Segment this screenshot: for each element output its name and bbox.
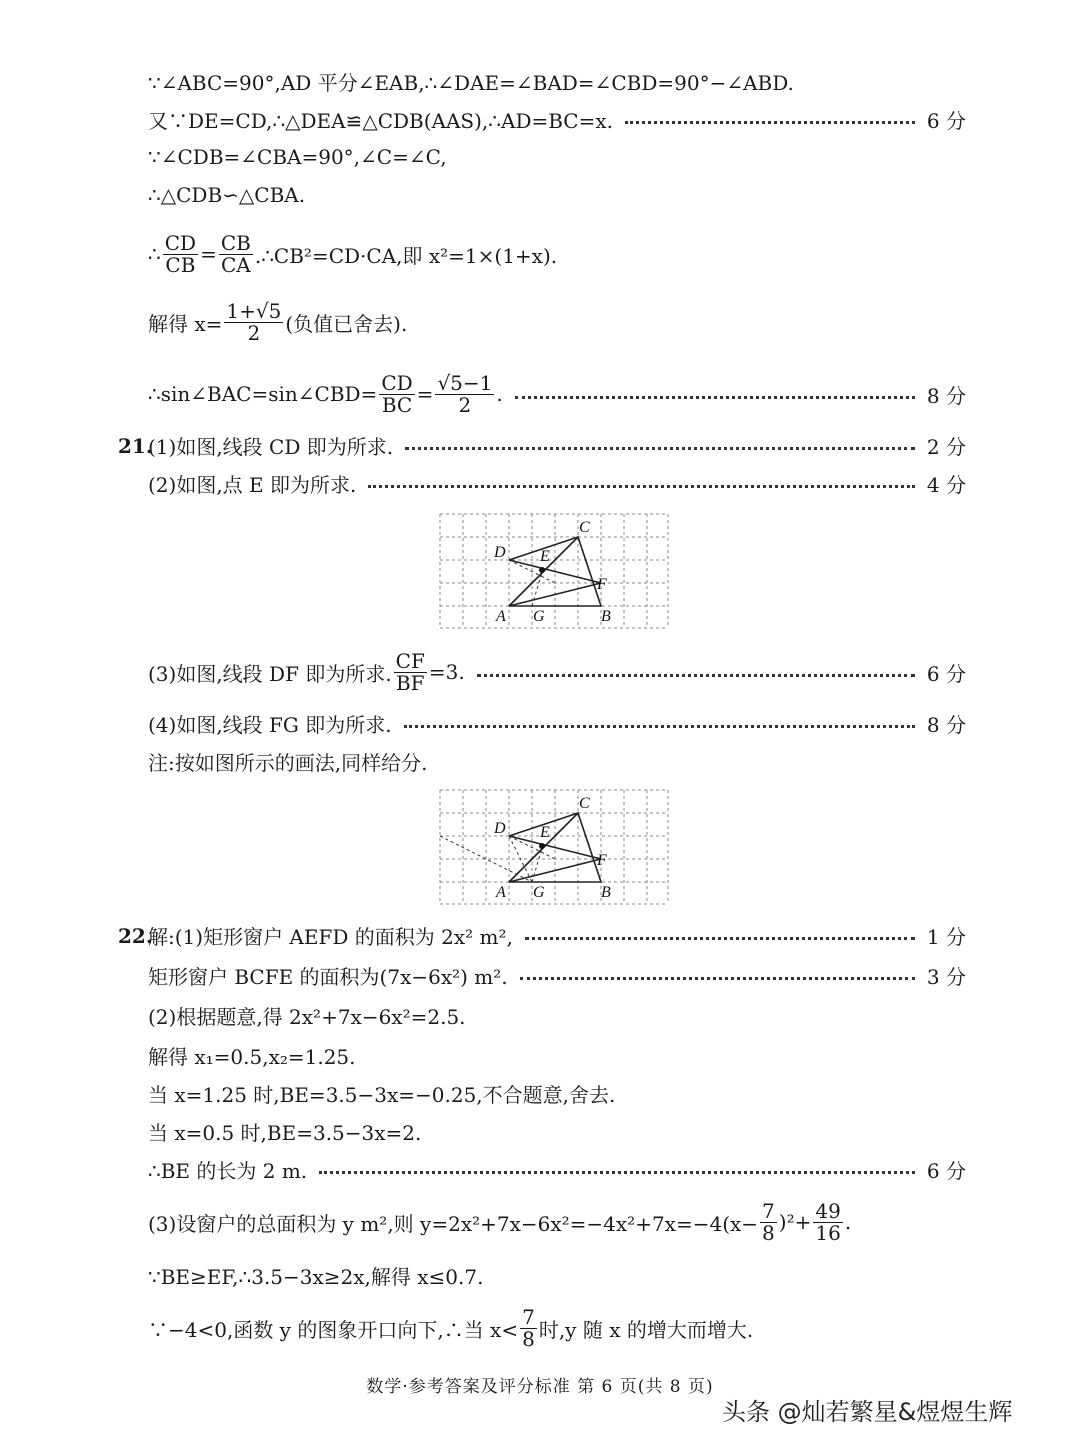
score: 6 分 (926, 108, 966, 133)
fraction: $\frac{CF}{BF}$ (395, 648, 425, 695)
label-e: E (540, 824, 550, 841)
q22-line-4: 解得 x₁=0.5,x₂=1.25. (148, 1044, 356, 1069)
line-7: ∴sin∠BAC=sin∠CBD= $\frac{CD}{BC}$ = $\frac{√5-1}{2}$ . 8 分 (148, 370, 966, 417)
score: 6 分 (926, 661, 966, 686)
fraction: $\frac{1+√5}{2}$ (226, 298, 282, 345)
q21-part-3: (3)如图,线段 DF 即为所求. $\frac{CF}{BF}$ =3. 6 分 (148, 648, 966, 695)
q22-line-1: 解:(1)矩形窗户 AEFD 的面积为 2x² m², 1 分 (148, 920, 966, 950)
fraction: $\frac{CB}{CA}$ (220, 230, 251, 277)
q21-part-1: (1)如图,线段 CD 即为所求. 2 分 (148, 430, 966, 460)
line-5: ∴ $\frac{CD}{CB}$ = $\frac{CB}{CA}$ .∴CB²=CD·CA,即 x²=1×(1+x). (148, 230, 558, 277)
fraction: $\frac{49}{16}$ (815, 1198, 841, 1245)
score: 8 分 (926, 712, 966, 737)
label-e: E (540, 548, 550, 565)
dot-leader (625, 121, 915, 124)
dot-leader (520, 977, 915, 980)
score: 2 分 (926, 434, 966, 459)
q22-line-5: 当 x=1.25 时,BE=3.5−3x=−0.25,不合题意,舍去. (148, 1082, 616, 1107)
dot-leader (477, 674, 915, 677)
grid-figure-1 (438, 512, 670, 630)
dot-leader (405, 447, 915, 450)
dot-leader (525, 937, 915, 940)
label-g: G (533, 884, 545, 901)
grid-figure-2 (438, 788, 670, 906)
label-f: F (597, 852, 607, 869)
label-b: B (601, 608, 611, 625)
label-b: B (601, 884, 611, 901)
fraction: $\frac{7}{8}$ (522, 1304, 535, 1351)
label-d: D (494, 544, 506, 561)
dot-leader (515, 396, 915, 399)
label-d: D (494, 820, 506, 837)
q22-line-8: (3)设窗户的总面积为 y m²,则 y=2x²+7x−6x²=−4x²+7x=−4(x− $\frac{7}{8}$ )²+ $\frac{49}{16}$ . (148, 1198, 852, 1245)
dot-leader (404, 725, 915, 728)
label-a: A (496, 608, 506, 625)
label-c: C (579, 795, 590, 812)
question-number-22: 22. (118, 924, 153, 948)
line-3: ∵∠CDB=∠CBA=90°,∠C=∠C, (148, 145, 447, 169)
line-6: 解得 x= $\frac{1+√5}{2}$ (负值已舍去). (148, 298, 408, 345)
label-g: G (533, 608, 545, 625)
fraction: $\frac{CD}{CB}$ (164, 230, 197, 277)
score: 3 分 (926, 964, 966, 989)
score: 1 分 (926, 924, 966, 949)
q22-line-10: ∵−4<0,函数 y 的图象开口向下,∴当 x< $\frac{7}{8}$ 时,y 随 x 的增大而增大. (148, 1304, 754, 1351)
label-a: A (496, 884, 506, 901)
q22-line-9: ∵BE≥EF,∴3.5−3x≥2x,解得 x≤0.7. (148, 1264, 484, 1289)
fraction: $\frac{7}{8}$ (762, 1198, 775, 1245)
q21-part-2: (2)如图,点 E 即为所求. 4 分 (148, 468, 966, 498)
q22-line-2: 矩形窗户 BCFE 的面积为(7x−6x²) m². 3 分 (148, 960, 966, 990)
q21-part-4: (4)如图,线段 FG 即为所求. 8 分 (148, 708, 966, 738)
question-number-21: 21. (118, 434, 153, 458)
dot-leader (368, 485, 915, 488)
q22-line-6: 当 x=0.5 时,BE=3.5−3x=2. (148, 1120, 422, 1145)
score: 6 分 (926, 1158, 966, 1183)
score: 8 分 (926, 383, 966, 408)
label-c: C (579, 519, 590, 536)
dot-leader (319, 1171, 915, 1174)
fraction: $\frac{CD}{BC}$ (381, 370, 413, 417)
label-f: F (597, 576, 607, 593)
score: 4 分 (926, 472, 966, 497)
q22-line-3: (2)根据题意,得 2x²+7x−6x²=2.5. (148, 1004, 466, 1029)
line-2: 又∵DE=CD,∴△DEA≌△CDB(AAS),∴AD=BC=x. 6 分 (148, 104, 966, 134)
line-1: ∵∠ABC=90°,AD 平分∠EAB,∴∠DAE=∠BAD=∠CBD=90°−∠ABD. (148, 70, 794, 95)
page-footer: 数学·参考答案及评分标准 第 6 页(共 8 页) (366, 1377, 714, 1397)
q21-note: 注:按如图所示的画法,同样给分. (148, 750, 428, 775)
watermark: 头条 @灿若繁星&煜煜生辉 (722, 1398, 1013, 1426)
fraction: $\frac{√5-1}{2}$ (437, 370, 493, 417)
line-4: ∴△CDB∽△CBA. (148, 183, 306, 207)
q22-line-7: ∴BE 的长为 2 m. 6 分 (148, 1154, 966, 1184)
